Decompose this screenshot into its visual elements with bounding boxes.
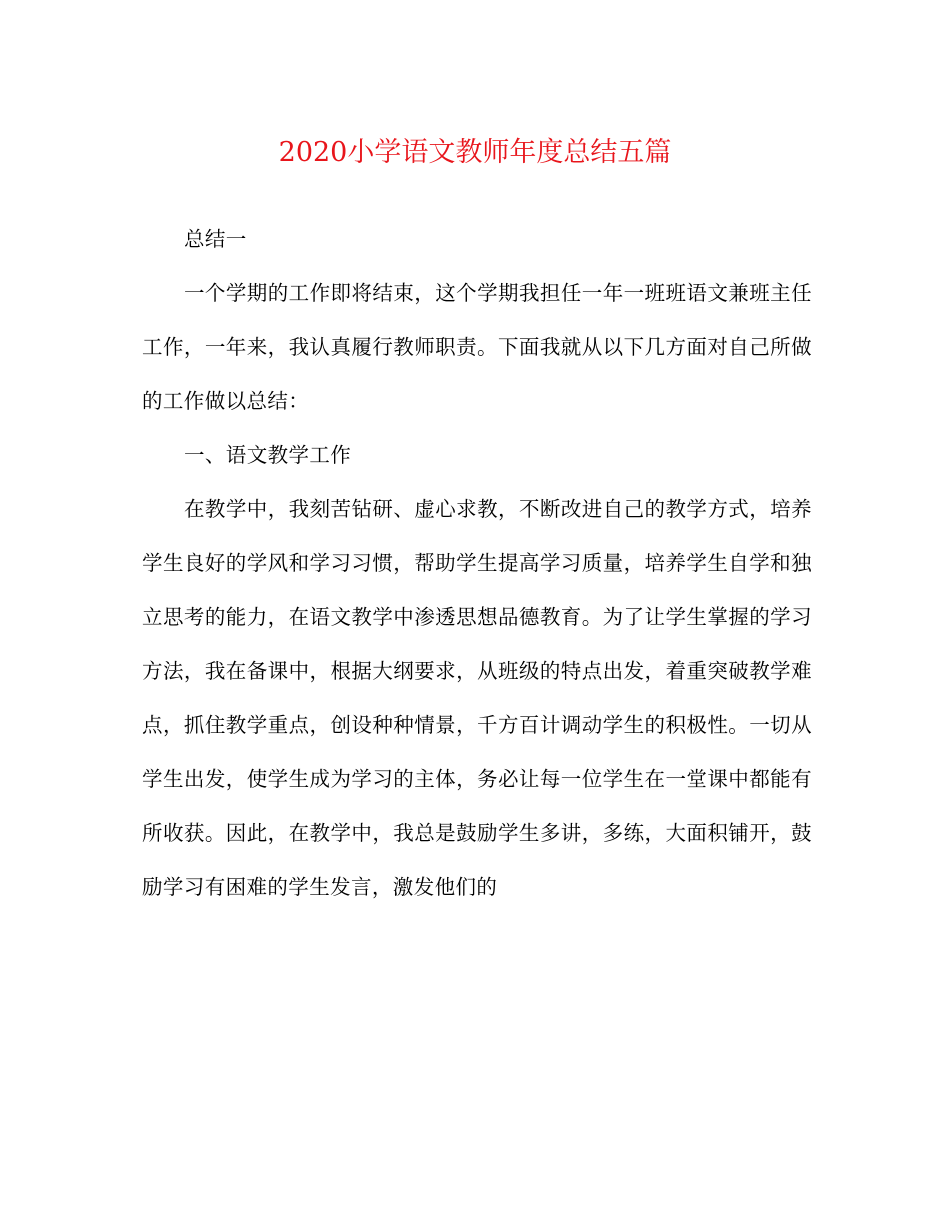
paragraph-teaching-work: 在教学中，我刻苦钻研、虚心求教，不断改进自己的教学方式，培养学生良好的学风和学习习惯，帮助学生提高学习质量，培养学生自学和独立思考的能力，在语文教学中渗透思想品德教育。为了让学生掌握的学习方法，我在备课中，根据大纲要求，从班级的特点出发，着重突破教学难点，抓住教学重点，创设种种情景，千方百计调动学生的积极性。一切从学生出发，使学生成为学习的主体，务必让每一位学生在一堂课中都能有所收获。因此，在教学中，我总是鼓励学生多讲，多练，大面积铺开，鼓励学习有困难的学生发言，激发他们的 <box>142 497 812 899</box>
paragraph-intro: 一个学期的工作即将结束，这个学期我担任一年一班班语文兼班主任工作，一年来，我认真履行教师职责。下面我就从以下几方面对自己所做的工作做以总结： <box>142 281 812 413</box>
section-heading-summary-one: 总结一 <box>184 227 247 251</box>
document-body <box>142 212 812 914</box>
section-heading-chinese-teaching: 一、语文教学工作 <box>184 443 352 467</box>
document-title: 2020小学语文教师年度总结五篇 <box>278 137 672 168</box>
